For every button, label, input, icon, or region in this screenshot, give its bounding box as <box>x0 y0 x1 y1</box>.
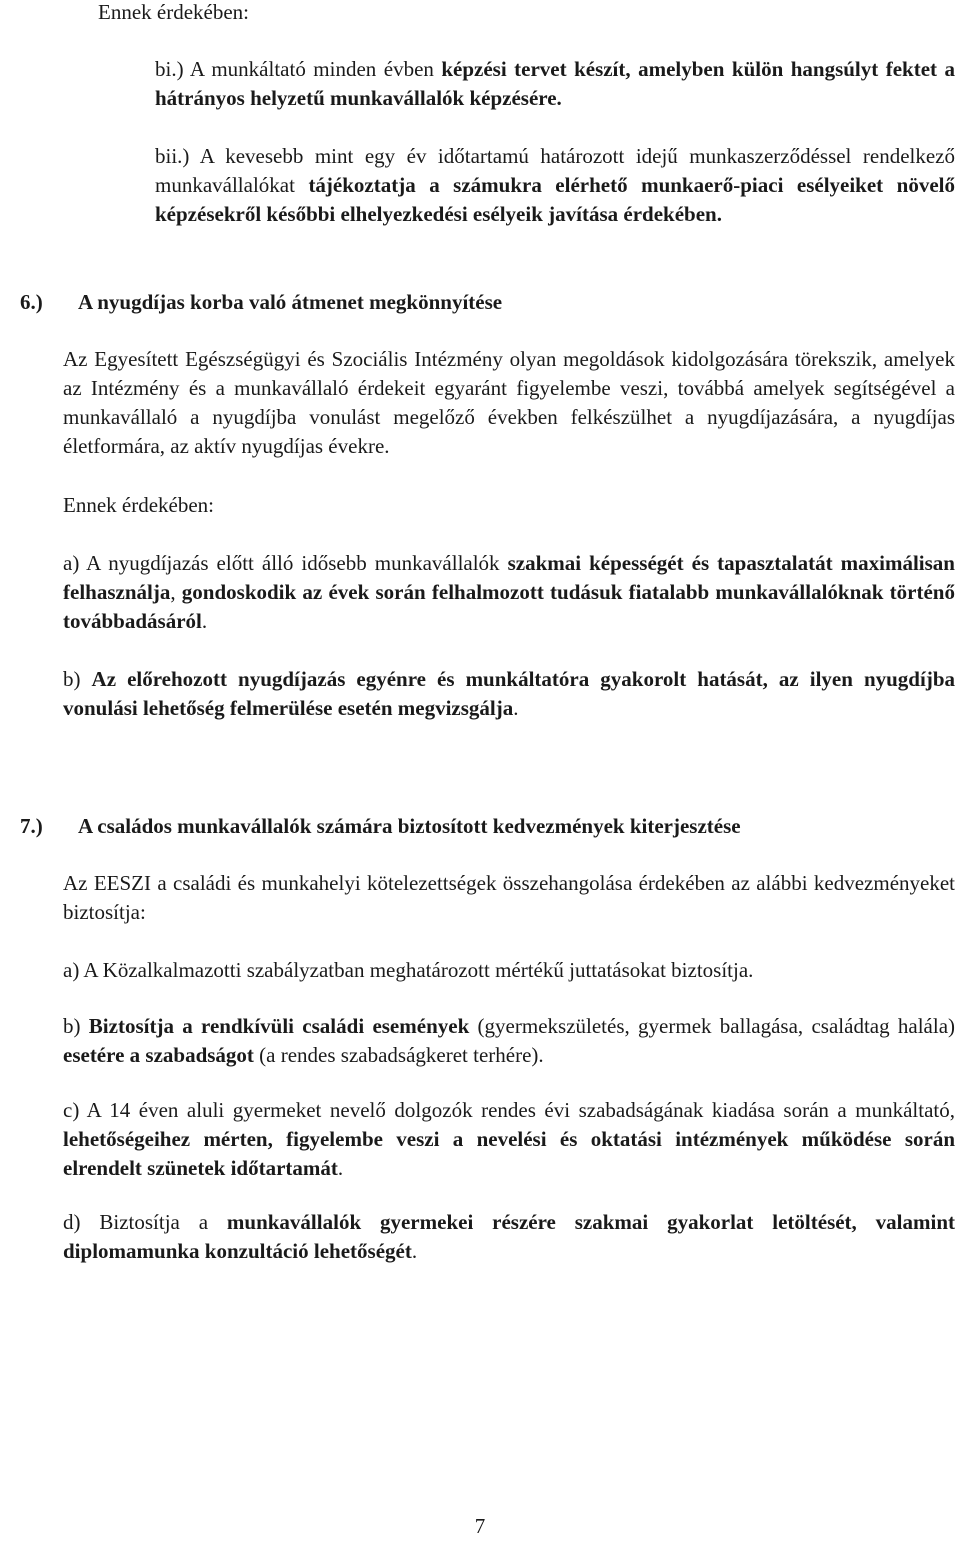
bi-prefix: bi.) A munkáltató minden évben <box>155 57 442 81</box>
item-a-bold-2: gondoskodik az évek során felhalmozott tudásuk fiatalabb munkavállalóknak történő továbbadásáról <box>63 580 955 633</box>
s7-item-d-bold: munkavállalók gyermekei részére szakmai gyakorlat letöltését, valamint diplomamunka konzultáció lehetőségét <box>63 1210 955 1263</box>
section-6-body <box>63 345 955 461</box>
section-6-item-b <box>63 665 955 723</box>
bi-paragraph <box>155 55 955 113</box>
s7-item-c-end: . <box>337 1156 344 1180</box>
section-7-item-b <box>63 1012 955 1070</box>
item-b-bold: Az előrehozott nyugdíjazás egyénre és munkáltatóra gyakorolt hatását, az ilyen nyugdíjba vonulási lehetőség felmerülése esetén megvizsgálja <box>63 667 955 720</box>
s7-item-b-bold-1: Biztosítja a rendkívüli családi események <box>88 1014 470 1038</box>
s7-item-c-prefix: c) A 14 éven aluli gyermeket nevelő dolgozók rendes évi szabadságának kiadása során a munkáltató, <box>63 1098 955 1122</box>
item-b-prefix: b) <box>63 667 92 691</box>
section-6-number: 6.) <box>20 290 43 314</box>
section-7-title: A családos munkavállalók számára biztosított kedvezmények kiterjesztése <box>78 814 741 838</box>
section-7-number: 7.) <box>20 814 43 838</box>
section-7-item-d <box>63 1208 955 1266</box>
s7-item-b-mid: (gyermekszületés, gyermek ballagása, családtag halála) <box>469 1014 956 1038</box>
section-6-heading <box>20 288 950 317</box>
section-7-item-a <box>63 956 955 985</box>
s7-item-c-bold: lehetőségeihez mérten, figyelembe veszi a nevelési és oktatási intézmények működése során elrendelt szünetek időtartamát <box>63 1127 955 1180</box>
item-a-mid: , <box>170 580 182 604</box>
s7-item-d-end: . <box>411 1239 418 1263</box>
bi-bold: képzési tervet készít, amelyben külön hangsúlyt fektet a hátrányos helyzetű munkavállalók képzésére. <box>155 57 955 110</box>
bii-bold: tájékoztatja a számukra elérhető munkaerő-piaci esélyeiket növelő képzésekről későbbi elhelyezkedési esélyeik javítása érdekében. <box>155 173 955 226</box>
page-number: 7 <box>474 1514 486 1538</box>
s7-item-d-prefix: d) Biztosítja a <box>63 1210 227 1234</box>
s7-item-b-bold-2: esetére a szabadságot <box>63 1043 254 1067</box>
item-a-bold-1: szakmai képességét és tapasztalatát maximálisan felhasználja <box>63 551 955 604</box>
item-a-end: . <box>201 609 208 633</box>
bii-prefix: bii.) A kevesebb mint egy év időtartamú határozott idejű munkaszerződéssel rendelkező munkavállalókat <box>155 144 955 197</box>
section-6-intro <box>63 491 955 520</box>
s7-item-b-prefix: b) <box>63 1014 89 1038</box>
section-6-title: A nyugdíjas korba való átmenet megkönnyítése <box>78 290 503 314</box>
section-7-body-text: Az EESZI a családi és munkahelyi kötelezettségek összehangolása érdekében az alábbi kedvezményeket biztosítja: <box>63 871 955 924</box>
section-7-item-c <box>63 1096 955 1183</box>
section-7-body <box>63 869 955 927</box>
section-7-heading <box>20 812 950 841</box>
section-6-item-a <box>63 549 955 636</box>
item-b-end: . <box>513 696 519 720</box>
item-a-prefix: a) A nyugdíjazás előtt álló idősebb munkavállalók <box>63 551 508 575</box>
section-7-item-a-text: a) A Közalkalmazotti szabályzatban meghatározott mértékű juttatásokat biztosítja. <box>63 958 754 982</box>
intro-text: Ennek érdekében: <box>98 0 250 24</box>
s7-item-b-end: (a rendes szabadságkeret terhére). <box>253 1043 544 1067</box>
section-6-body-text: Az Egyesített Egészségügyi és Szociális Intézmény olyan megoldások kidolgozására törekszik, amelyek az Intézmény és a munkavállaló érdekeit egyaránt figyelembe veszi, továbbá amelyek segítségével a munkavállaló a nyugdíjba vonulást megelőző években felkészülhet a nyugdíjazására, a nyugdíjas életformára, az aktív nyugdíjas évekre. <box>63 347 955 458</box>
intro-paragraph <box>98 0 858 27</box>
bii-paragraph <box>155 142 955 229</box>
section-6-intro-text: Ennek érdekében: <box>63 493 215 517</box>
